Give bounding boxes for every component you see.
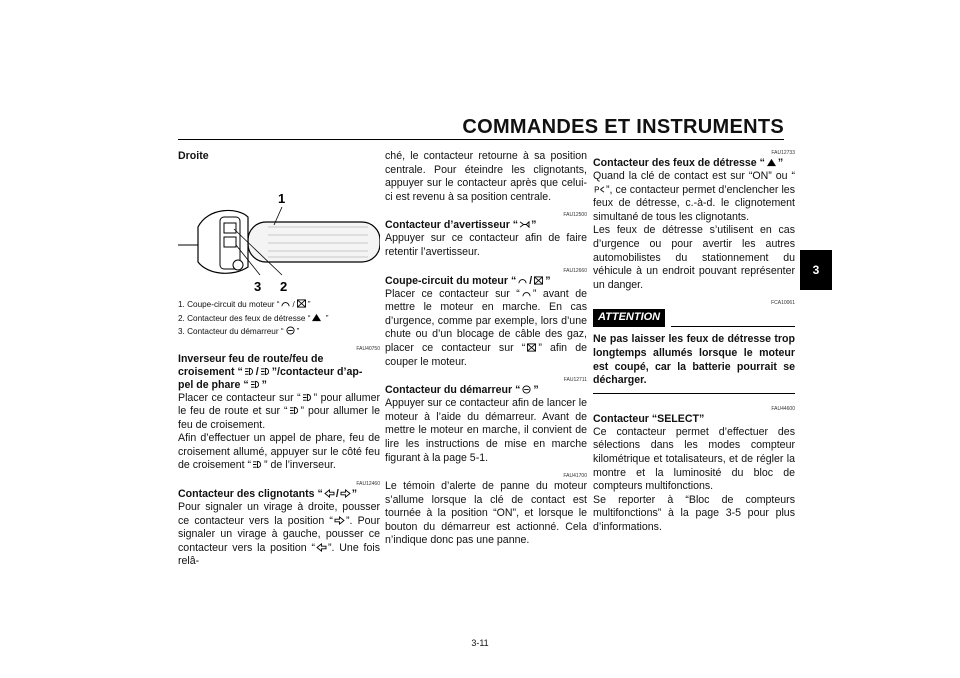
engine-run-icon (521, 289, 532, 298)
starter-icon (285, 326, 296, 335)
section-title-hazard: Contacteur des feux de détresse “ ” (593, 157, 784, 169)
paragraph-turn-signal-cont: ché, le contacteur retourne à sa position centrale. Pour éteindre les clignotants, appuyer sur le contacteur après que celui-ci est revenu à sa position centrale. (385, 150, 587, 203)
callout-1: 1 (278, 191, 286, 206)
attention-badge: ATTENTION (593, 309, 665, 327)
key-parking-icon (594, 185, 605, 194)
high-beam-icon (302, 393, 313, 402)
header-rule (178, 139, 784, 140)
ref-code: FAU41700 (563, 473, 587, 480)
column-left (178, 150, 380, 569)
column-middle (385, 150, 587, 548)
paragraph-hazard-1: Quand la clé de contact est sur “ON” ou “”, ce contacteur permet d’enclencher les feux de détresse, c.-à-d. le clignotement simultané de tous les clignotants. (593, 170, 795, 223)
ref-code: FAU12500 (563, 212, 587, 219)
ref-code: FAU12711 (563, 377, 587, 384)
paragraph-engine-warning: Le témoin d’alerte de panne du moteur s’allume lorsque la clé de contact est tournée à la position “ON”, et lorsque le bouton du démarreur est actionné. Cela n’indique donc pas une panne. (385, 480, 587, 547)
ref-code: FAU12660 (563, 267, 587, 274)
section-title-horn: Contacteur d’avertisseur “ ” (385, 219, 537, 232)
paragraph-select-2: Se reporter à “Bloc de compteurs multifonctions” à la page 3-5 pour plus d’informations. (593, 493, 795, 533)
paragraph-starter: Appuyer sur ce contacteur afin de lancer le moteur à l’aide du démarreur. Avant de mettre le moteur en marche, il convient de lire les instructions de mise en marche figurant à la page 5-1. (385, 397, 587, 464)
paragraph-hazard-2: Les feux de détresse s’utilisent en cas d’urgence ou pour avertir les autres automobilistes du stationnement du véhicule à un endroit pouvant représenter un danger. (593, 224, 795, 291)
attention-rule (671, 326, 795, 327)
pass-icon (250, 380, 261, 389)
turn-left-icon (324, 489, 335, 498)
figure-caption-3: 3. Contacteur du démarreur “ ” (178, 327, 300, 336)
paragraph-pass: Afin d’effectuer un appel de phare, feu de croisement allumé, appuyer sur le côté feu de croisement “ ” de l’inverseur. (178, 432, 380, 472)
figure-caption-2: 2. Contacteur des feux de détresse “ ” (178, 313, 329, 323)
ref-code: FAU12460 (356, 481, 380, 488)
attention-warning-text: Ne pas laisser les feux de détresse trop longtemps allumés lorsque le moteur est coupé, car la batterie pourrait se décharger. (593, 333, 795, 393)
engine-off-icon (526, 343, 537, 352)
page-number: 3-11 (471, 638, 489, 648)
section-heading-droite: Droite (178, 150, 209, 162)
engine-off-icon (533, 276, 544, 285)
paragraph-turn-signal: Pour signaler un virage à droite, pousser ce contacteur vers la position “ ”. Pour signaler un virage à gauche, pousser ce contacteur vers la position “ ”. Une fois relâ- (178, 501, 381, 568)
ref-code: FAU44600 (771, 405, 795, 412)
chapter-tab: 3 (800, 250, 832, 290)
ref-code: FAU12733 (771, 150, 795, 156)
paragraph-select-1: Ce contacteur permet d’effectuer des sélections dans les modes compteur kilométrique et totalisateurs, et de régler la montre et la luminosité du bloc de compteurs multifonctions. (593, 425, 795, 493)
turn-left-icon (316, 543, 327, 552)
low-beam-icon (260, 367, 271, 376)
paragraph-engine-stop: Placer ce contacteur sur “ ” avant de mettre le moteur en marche. En cas d’urgence, comme par exemple, lors d’une chute ou d’un blocage de câble des gaz, placer ce contacteur sur “ ” afin de couper le moteur. (385, 287, 588, 368)
section-title-starter: Contacteur du démarreur “ ” (385, 384, 539, 397)
handlebar-illustration (178, 167, 380, 297)
ref-code: FAU40750 (356, 345, 380, 352)
attention-banner (593, 309, 795, 327)
section-title-select: Contacteur “SELECT” (593, 412, 705, 425)
starter-icon (521, 385, 532, 394)
turn-right-icon (340, 489, 351, 498)
high-beam-icon (244, 367, 255, 376)
callout-2: 2 (280, 279, 288, 294)
hazard-icon (766, 158, 777, 167)
turn-right-icon (334, 516, 345, 525)
column-right (593, 150, 795, 534)
hazard-icon (311, 313, 322, 322)
callout-3: 3 (254, 279, 262, 294)
engine-off-icon (296, 299, 307, 308)
paragraph-dimmer: Placer ce contacteur sur “ ” pour allumer le feu de route et sur “ ” pour allumer le feu de croisement. (178, 391, 381, 431)
section-title-turn-signal: Contacteur des clignotants “ / ” (178, 488, 358, 501)
page-header-title: COMMANDES ET INSTRUMENTS (462, 116, 784, 138)
engine-run-icon (280, 299, 291, 308)
low-beam-icon (252, 460, 263, 469)
section-title-engine-stop: Coupe-circuit du moteur “ / ” (385, 274, 551, 287)
handlebar-switch-figure (178, 167, 380, 297)
low-beam-icon (289, 406, 300, 415)
ref-code: FCA10061 (771, 300, 795, 307)
horn-icon (519, 220, 530, 229)
figure-caption-1: 1. Coupe-circuit du moteur “ / ” (178, 300, 311, 309)
paragraph-horn: Appuyer sur ce contacteur afin de faire retentir l’avertisseur. (385, 232, 587, 258)
engine-run-icon (517, 276, 528, 285)
section-title-dimmer-switch: Inverseur feu de route/feu de croisement “ / ”/contacteur d’ap- pel de phare “ ” (178, 352, 363, 391)
